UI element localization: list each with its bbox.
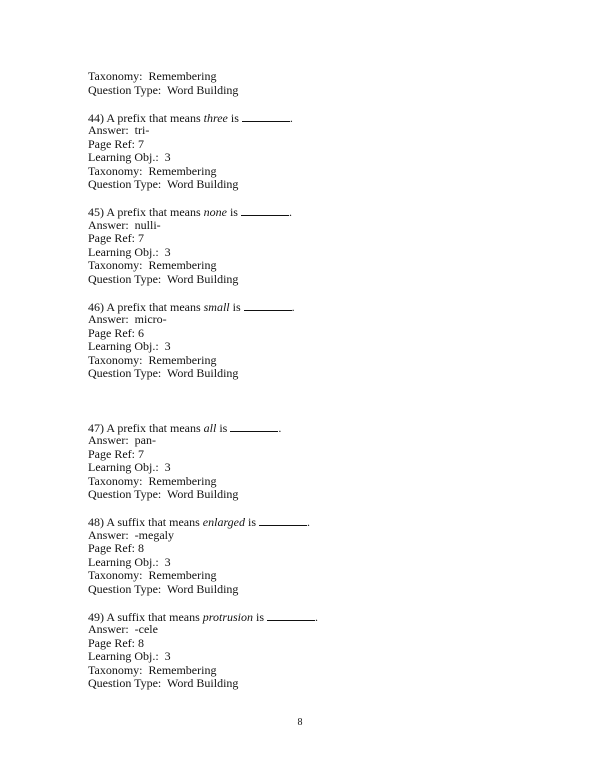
learning-obj: Learning Obj.: 3 [88, 244, 171, 259]
question-type: Question Type: Word Building [88, 271, 239, 286]
answer: Answer: micro- [88, 312, 167, 326]
taxonomy: Taxonomy: Remembering [88, 163, 217, 178]
answer-blank [259, 515, 307, 526]
taxonomy: Taxonomy: Remembering [88, 568, 217, 582]
question-stem: 45) A prefix that means none is . [88, 205, 292, 219]
page-ref: Page Ref: 8 [88, 635, 144, 650]
question-block [88, 515, 528, 596]
answer: Answer: tri- [88, 123, 150, 137]
question-stem: 48) A suffix that means enlarged is . [88, 515, 311, 529]
answer: Answer: -cele [88, 622, 158, 636]
question-stem: 49) A suffix that means protrusion is . [88, 609, 319, 624]
page-number: 8 [297, 717, 303, 728]
answer-blank [241, 205, 289, 216]
taxonomy: Taxonomy: Remembering [88, 258, 217, 272]
learning-obj: Learning Obj.: 3 [88, 460, 171, 474]
question-block [88, 421, 528, 502]
question-term: small [203, 299, 230, 314]
carryover-taxonomy: Taxonomy: Remembering [88, 69, 217, 83]
answer: Answer: pan- [88, 433, 156, 447]
learning-obj: Learning Obj.: 3 [88, 649, 171, 663]
answer-blank [267, 610, 315, 621]
question-stem: 44) A prefix that means three is . [88, 110, 293, 125]
question-term: none [203, 205, 227, 219]
question-term: all [203, 420, 217, 435]
question-term: three [203, 110, 228, 125]
taxonomy: Taxonomy: Remembering [88, 662, 217, 677]
question-block [88, 610, 528, 691]
page-ref: Page Ref: 8 [88, 541, 144, 555]
answer-blank [230, 421, 278, 432]
question-block [88, 205, 528, 286]
question-stem: 47) A prefix that means all is . [88, 420, 282, 435]
carryover-question-type: Question Type: Word Building [88, 82, 239, 97]
question-type: Question Type: Word Building [88, 177, 239, 191]
taxonomy: Taxonomy: Remembering [88, 473, 217, 488]
answer-blank [242, 111, 290, 122]
question-type: Question Type: Word Building [88, 676, 239, 690]
document-page [88, 70, 528, 691]
answer: Answer: -megaly [88, 527, 174, 542]
question-block [88, 111, 528, 192]
page-ref: Page Ref: 7 [88, 136, 144, 151]
question-type: Question Type: Word Building [88, 487, 239, 501]
question-term: protrusion [202, 609, 254, 624]
page-ref: Page Ref: 6 [88, 325, 144, 340]
page-ref: Page Ref: 7 [88, 231, 144, 245]
page-ref: Page Ref: 7 [88, 446, 144, 461]
learning-obj: Learning Obj.: 3 [88, 339, 171, 353]
question-type: Question Type: Word Building [88, 366, 239, 380]
answer-blank [244, 300, 292, 311]
question-term: enlarged [202, 515, 245, 529]
question-stem: 46) A prefix that means small is . [88, 299, 295, 314]
learning-obj: Learning Obj.: 3 [88, 150, 171, 164]
taxonomy: Taxonomy: Remembering [88, 352, 217, 367]
learning-obj: Learning Obj.: 3 [88, 554, 171, 569]
question-block [88, 300, 528, 381]
answer: Answer: nulli- [88, 217, 161, 232]
question-type: Question Type: Word Building [88, 581, 239, 596]
